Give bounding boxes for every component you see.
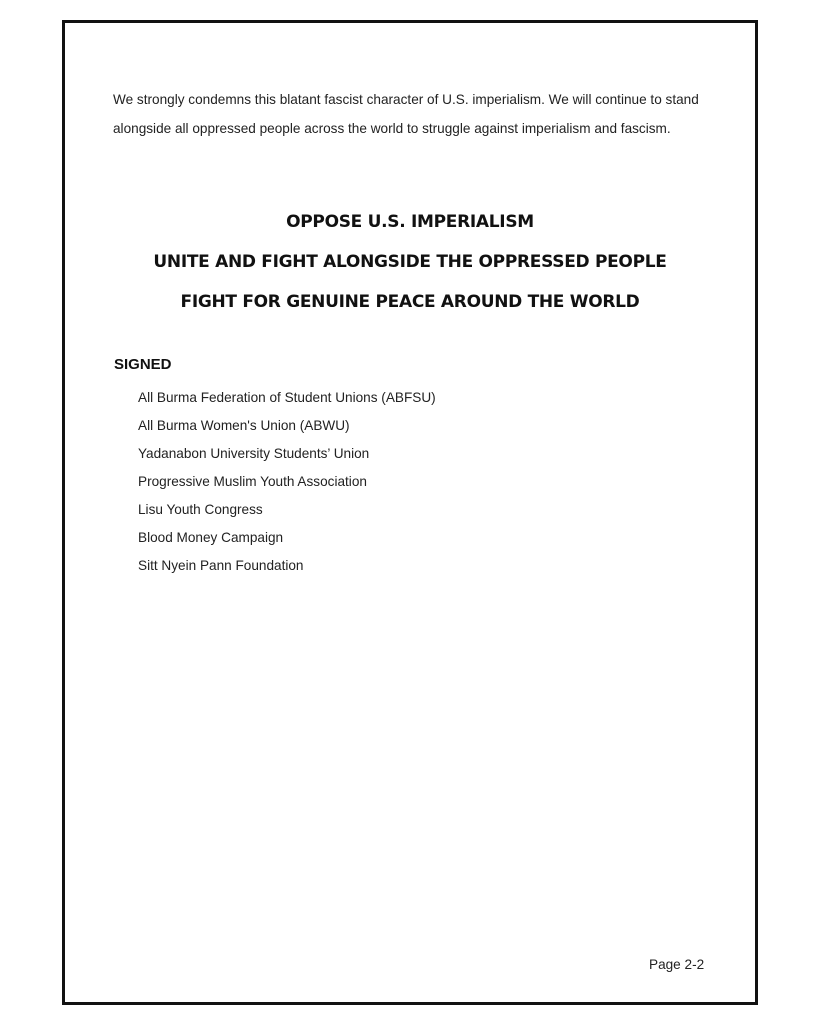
signatory-item: All Burma Women's Union (ABWU) [138,418,350,433]
slogan-unite-and-fight: UNITE AND FIGHT ALONGSIDE THE OPPRESSED PEOPLE [153,252,667,272]
signatory-item: Lisu Youth Congress [138,502,263,517]
signatory-item: Yadanabon University Students’ Union [138,446,370,461]
intro-paragraph: We strongly condemns this blatant fascist character of U.S. imperialism. We will continue to stand alongside all oppressed people across the world to struggle against imperialism and fascism. [113,92,699,136]
slogan-genuine-peace: FIGHT FOR GENUINE PEACE AROUND THE WORLD [180,292,640,312]
signatories-list [138,384,436,580]
signatory-item: Blood Money Campaign [138,530,284,545]
signatory-item: Sitt Nyein Pann Foundation [138,558,304,573]
slogan-oppose-imperialism: OPPOSE U.S. IMPERIALISM [286,212,534,232]
signatory-item: All Burma Federation of Student Unions (ABFSU) [138,390,436,405]
signatory-item: Progressive Muslim Youth Association [138,474,367,489]
page-number: Page 2-2 [649,957,705,972]
signed-heading: SIGNED [114,356,172,373]
slogans-block [62,202,758,322]
